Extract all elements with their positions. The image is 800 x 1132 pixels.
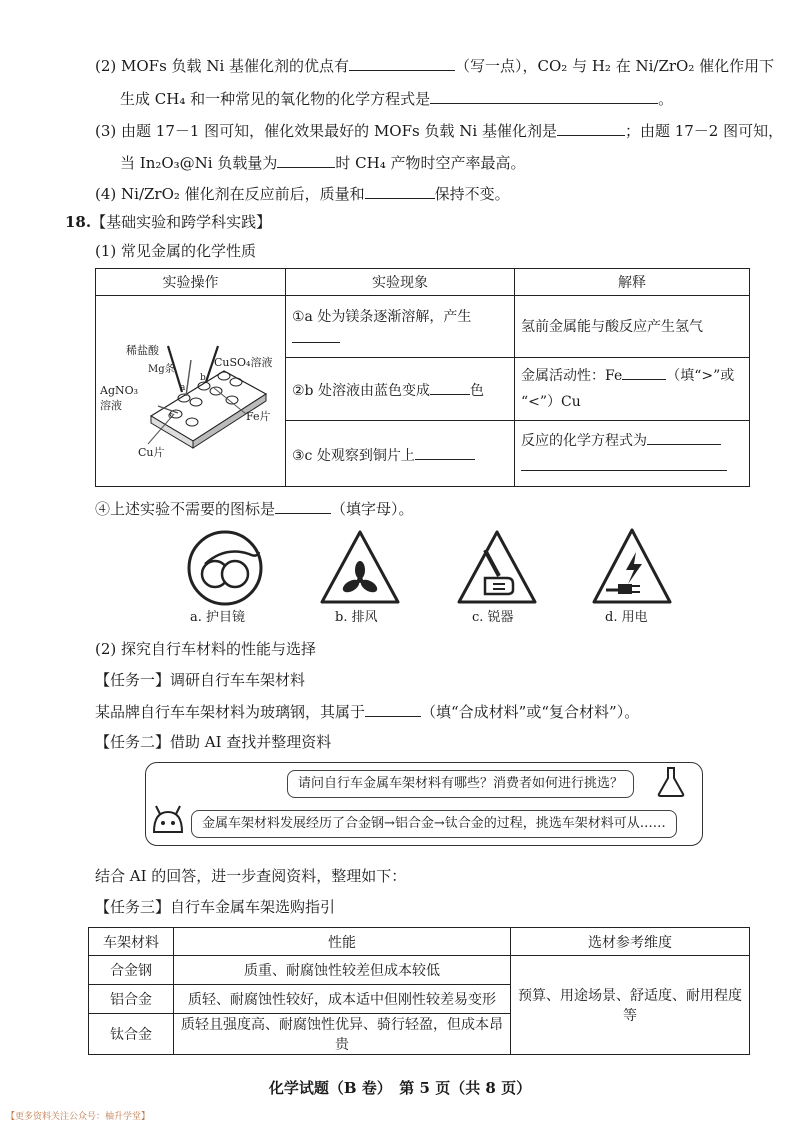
property-cell: 质轻、耐腐蚀性较好，成本适中但刚性较差易变形 [174,985,511,1014]
icon-label-c: c. 锐器 [472,610,514,625]
sharp-object-icon [455,528,539,608]
material-cell: 合金钢 [89,956,174,985]
table-header: 性能 [174,928,511,956]
material-cell: 铝合金 [89,985,174,1014]
answer-blank[interactable] [292,326,340,343]
q17-part2-line1: (2) MOFs 负载 Ni 基催化剂的优点有 （写一点），CO₂ 与 H₂ 在 Ni/ZrO₂ 催化作用下 [95,54,774,77]
q17-part2-line2: 生成 CH₄ 和一种常见的氧化物的化学方程式是 。 [120,87,673,110]
answer-blank[interactable] [430,87,658,104]
corner-note: 【更多资料关注公众号：柚升学堂】 [6,1112,151,1122]
answer-blank[interactable] [365,700,421,717]
answer-blank[interactable] [365,182,435,199]
answer-blank[interactable] [430,378,470,395]
hcl-label: 稀盐酸 [126,344,159,357]
agno3-label: AgNO₃ [100,384,139,397]
answer-blank[interactable] [622,363,666,380]
experiment-table [95,268,750,487]
cuso4-label: CuSO₄溶液 [214,356,273,369]
explain-cell-1: 氢前金属能与酸反应产生氢气 [515,296,750,358]
q18-part1: (1) 常见金属的化学性质 [95,242,257,260]
cu-label: Cu片 [138,446,165,459]
ventilation-fan-icon [318,528,402,608]
table-header: 解释 [515,269,750,296]
icon-label-a: a. 护目镜 [190,610,246,625]
table-header: 实验操作 [96,269,286,296]
answer-blank[interactable] [647,428,721,445]
mg-label: Mg条 [148,364,175,375]
explain-cell-2: 金属活动性：Fe （填“>”或 “<”）Cu [515,357,750,421]
fe-label: Fe片 [246,410,271,423]
answer-blank[interactable] [275,497,331,514]
ai-summary: 结合 AI 的回答，进一步查阅资料，整理如下： [95,867,407,885]
ai-question-bubble: 请问自行车金属车架材料有哪些？消费者如何进行挑选？ [287,770,634,798]
agno3-label-solution: 溶液 [100,399,122,412]
goggles-icon [185,528,265,608]
task2-heading: 【任务二】借助 AI 查找并整理资料 [95,733,332,751]
experiment-diagram-cell [96,296,286,487]
table-header: 选材参考维度 [511,928,750,956]
table-header: 车架材料 [89,928,174,956]
well-b-label: b [200,373,206,383]
flask-icon [656,766,686,798]
dimensions-cell: 预算、用途场景、舒适度、耐用程度等 [511,956,750,1055]
q17-part3-line2: 当 In₂O₃@Ni 负载量为 时 CH₄ 产物时空产率最高。 [120,151,525,174]
answer-blank[interactable] [277,151,335,168]
answer-blank[interactable] [557,119,625,136]
task1-question: 某品牌自行车车架材料为玻璃钢，其属于 （填“合成材料”或“复合材料”）。 [95,700,639,723]
q17-part4: (4) Ni/ZrO₂ 催化剂在反应前后，质量和 保持不变。 [95,182,510,205]
q18-part2: (2) 探究自行车材料的性能与选择 [95,640,317,658]
frame-material-table [88,927,750,1055]
q17-part3-line1: (3) 由题 17－1 图可知，催化效果最好的 MOFs 负载 Ni 基催化剂是 ；由题 17－2 图可知， [95,119,783,142]
electricity-plug-icon [590,526,674,608]
phenomenon-cell-3: ③c 处观察到铜片上 [286,421,515,487]
robot-icon [150,802,186,836]
phenomenon-cell-1: ①a 处为镁条逐渐溶解，产生 [286,296,515,358]
property-cell: 质重、耐腐蚀性较差但成本较低 [174,956,511,985]
q18-sub4: ④上述实验不需要的图标是 （填字母）。 [95,497,414,520]
answer-blank[interactable] [415,443,475,460]
property-cell: 质轻且强度高、耐腐蚀性优异、骑行轻盈，但成本昂贵 [174,1014,511,1055]
answer-blank[interactable] [349,54,455,71]
answer-blank[interactable] [521,454,727,471]
table-header: 实验现象 [286,269,515,296]
well-c-label: c [168,411,174,421]
task3-heading: 【任务三】自行车金属车架选购指引 [95,898,336,916]
page-footer: 化学试题（B 卷） 第 5 页（共 8 页） [268,1079,532,1097]
phenomenon-cell-2: ②b 处溶液由蓝色变成 色 [286,357,515,421]
material-cell: 钛合金 [89,1014,174,1055]
task1-heading: 【任务一】调研自行车车架材料 [95,671,306,689]
q18-heading: 18.【基础实验和跨学科实践】 [65,213,272,231]
icon-label-d: d. 用电 [605,610,648,625]
explain-cell-3: 反应的化学方程式为 [515,421,750,487]
icon-label-b: b. 排风 [335,610,378,625]
well-a-label: a [180,383,186,393]
well-plate-diagram [96,296,273,482]
ai-answer-bubble: 金属车架材料发展经历了合金钢→铝合金→钛合金的过程，挑选车架材料可从…… [191,810,677,838]
